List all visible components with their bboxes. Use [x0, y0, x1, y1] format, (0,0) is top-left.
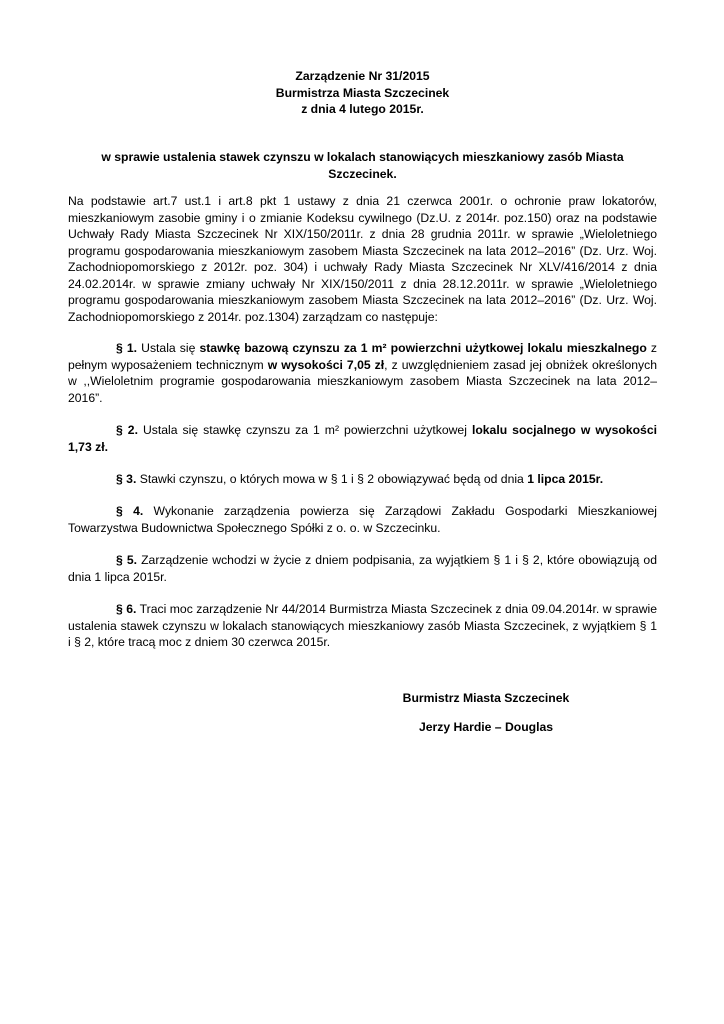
paragraph-text: Ustala się stawkę czynszu za 1 m² powierzchni użytkowej	[137, 423, 472, 437]
paragraph-bold-text: w wysokości 7,05 zł	[267, 357, 385, 372]
paragraph-number: § 4.	[116, 504, 144, 518]
signature-title: Burmistrz Miasta Szczecinek	[402, 691, 570, 705]
paragraph-number: § 2.	[116, 423, 138, 437]
document-header	[68, 68, 657, 118]
paragraph-2	[68, 422, 657, 455]
paragraph-text: Ustala się	[137, 341, 200, 355]
paragraph-6	[68, 601, 657, 651]
paragraph-bold-text: stawkę bazową czynszu za 1 m² powierzchni użytkowej lokalu mieszkalnego	[199, 341, 647, 355]
paragraph-text: , z uwzględnieniem zasad jej obniżek określonych w ,,Wieloletnim programie gospodarowania mieszkaniowym zasobem Miasta Szczecinek na lata 2012–2016”.	[68, 357, 658, 405]
paragraph-number: § 3.	[116, 472, 137, 486]
paragraph-bold-text: lokalu socjalnego w wysokości 1,73 zł.	[68, 423, 657, 454]
paragraph-bold-text: 1 lipca 2015r.	[527, 472, 604, 486]
ordinance-date: z dnia 4 lutego 2015r.	[301, 102, 424, 116]
issuer: Burmistrza Miasta Szczecinek	[275, 85, 450, 100]
paragraph-text: Wykonanie zarządzenia powierza się Zarządowi Zakładu Gospodarki Mieszkaniowej Towarzystwa Budownictwa Społecznego Spółki z o. o. w Szczecinku.	[68, 504, 657, 535]
paragraph-5	[68, 552, 657, 585]
ordinance-number: Zarządzenie Nr 31/2015	[295, 69, 430, 83]
paragraph-text: Zarządzenie wchodzi w życie z dniem podpisania, za wyjątkiem § 1 i § 2, które obowiązują od dnia 1 lipca 2015r.	[68, 553, 657, 584]
paragraph-number: § 1.	[116, 341, 138, 355]
paragraph-1	[68, 340, 657, 406]
paragraph-number: § 5.	[116, 553, 138, 567]
paragraph-text: Stawki czynszu, o których mowa w § 1 i § 2 obowiązywać będą od dnia	[136, 472, 528, 486]
paragraph-text: Traci moc zarządzenie Nr 44/2014 Burmistrza Miasta Szczecinek z dnia 09.04.2014r. w sprawie ustalenia stawek czynszu w lokalach stanowiących mieszkaniowy zasób Miasta Szczecinek, z wyjątkiem § 1 i § 2, które tracą moc z dniem 30 czerwca 2015r.	[68, 602, 657, 649]
paragraph-3	[68, 471, 657, 488]
paragraph-text: z pełnym wyposażeniem technicznym	[68, 341, 657, 372]
document-subject: w sprawie ustalenia stawek czynszu w lokalach stanowiących mieszkaniowy zasób Miasta Szczecinek.	[101, 150, 624, 181]
paragraph-4	[68, 503, 657, 536]
paragraph-number: § 6.	[116, 602, 137, 616]
signature-name: Jerzy Hardie – Douglas	[418, 720, 554, 734]
legal-basis-paragraph: Na podstawie art.7 ust.1 i art.8 pkt 1 ustawy z dnia 21 czerwca 2001r. o ochronie praw lokatorów, mieszkaniowym zasobie gminy i o zmianie Kodeksu cywilnego (Dz.U. z 2014r. poz.150) oraz na podstawie Uchwały Rady Miasta Szczecinek Nr XIX/150/2011r. z dnia 28 grudnia 2011r. w sprawie „Wieloletniego programu gospodarowania mieszkaniowym zasobem Miasta Szczecinek na lata 2012–2016” (Dz. Urz. Woj. Zachodniopomorskiego z 2012r. poz. 304) i uchwały Rady Miasta Szczecinek Nr XLV/416/2014 z dnia 24.02.2014r. w sprawie zmiany uchwały Nr XIX/150/2011 z dnia 28.12.2011r. w sprawie „Wieloletniego programu gospodarowania mieszkaniowym zasobem Miasta Szczecinek na lata 2012–2016” (Dz. Urz. Woj. Zachodniopomorskiego z 2014r. poz.1304) zarządzam co następuje:	[68, 194, 657, 324]
